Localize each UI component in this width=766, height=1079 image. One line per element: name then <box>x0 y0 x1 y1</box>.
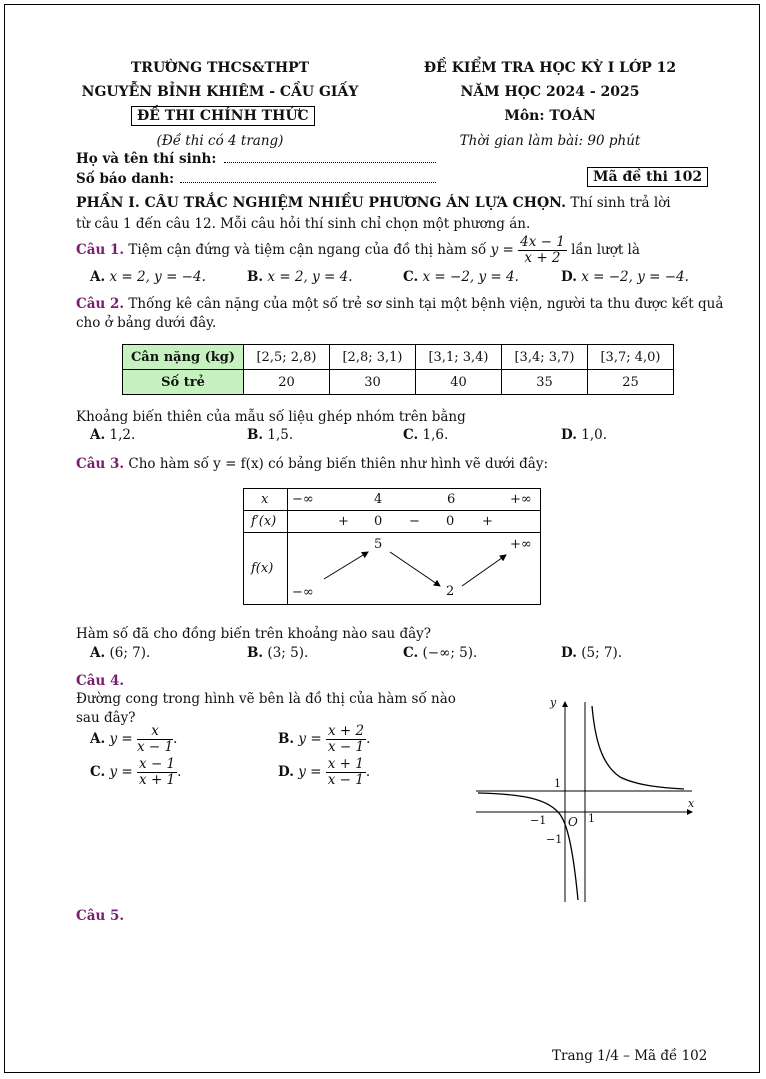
q4-text-a: Đường cong trong hình vẽ bên là đồ thị của hàm số nào <box>76 691 456 707</box>
bbt-f-val: +∞ <box>510 537 532 552</box>
bbt-sign: + <box>482 514 493 529</box>
class-cell: [3,7; 4,0) <box>588 345 674 370</box>
part1-title: PHẦN I. CÂU TRẮC NGHIỆM NHIỀU PHƯƠNG ÁN LỰA CHỌN. <box>76 195 566 211</box>
variation-table <box>243 488 541 605</box>
q4-text-b: sau đây? <box>76 710 136 726</box>
q1-den: x + 2 <box>524 250 561 266</box>
bbt-sign: + <box>338 514 349 529</box>
q3-question: Hàm số đã cho đồng biến trên khoảng nào sau đây? <box>76 626 432 642</box>
class-cell: [3,4; 3,7) <box>502 345 588 370</box>
school-year: NĂM HỌC 2024 - 2025 <box>460 84 640 100</box>
official-badge: ĐỀ THI CHÍNH THỨC <box>131 106 315 126</box>
class-cell: [2,5; 2,8) <box>244 345 330 370</box>
table-row <box>123 345 674 370</box>
part1-heading <box>76 195 671 211</box>
id-line <box>180 172 436 183</box>
name-line <box>224 152 436 163</box>
q1-option-c[interactable]: C. x = −2, y = 4. <box>403 269 519 285</box>
q2-question: Khoảng biến thiên của mẫu số liệu ghép nhóm trên bằng <box>76 409 466 425</box>
q1-fraction <box>518 235 567 266</box>
graph-neg-one-x: −1 <box>530 814 547 827</box>
q2-label: Câu 2. <box>76 296 125 312</box>
weight-table <box>122 344 674 395</box>
count-cell: 30 <box>330 370 416 395</box>
bbt-arrows <box>244 489 542 606</box>
bbt-x-val: +∞ <box>510 492 532 507</box>
part1-intro-b: từ câu 1 đến câu 12. Mỗi câu hỏi thí sinh chỉ chọn một phương án. <box>76 216 531 232</box>
bbt-fp-label: f′(x) <box>251 514 277 529</box>
school-line-1: TRƯỜNG THCS&THPT <box>130 60 310 76</box>
q3-option-a[interactable]: A. (6; 7). <box>90 645 151 661</box>
table-row <box>123 370 674 395</box>
q1-option-d[interactable]: D. x = −2, y = −4. <box>561 269 689 285</box>
graph-neg-one-y: −1 <box>546 833 563 846</box>
q3-option-b[interactable]: B. (3; 5). <box>247 645 309 661</box>
count-cell: 20 <box>244 370 330 395</box>
q4-option-c[interactable]: C. y = $\frac{x - 1}{x + 1}$ . <box>90 756 182 788</box>
bbt-f-label: f(x) <box>251 561 274 576</box>
count-cell: 35 <box>502 370 588 395</box>
q3-option-c[interactable]: C. (−∞; 5). <box>403 645 478 661</box>
q1-text: Tiệm cận đứng và tiệm cận ngang của đồ thị hàm số <box>128 242 487 258</box>
q3-option-d[interactable]: D. (5; 7). <box>561 645 623 661</box>
row1-head: Cân nặng (kg) <box>123 345 244 370</box>
q1-option-b[interactable]: B. x = 2, y = 4. <box>247 269 353 285</box>
q5-label: Câu 5. <box>76 908 125 924</box>
bbt-x-label: x <box>261 492 269 507</box>
id-label: Số báo danh: <box>76 171 175 187</box>
part1-intro-a: Thí sinh trả lời <box>570 195 671 211</box>
q1-stem <box>76 234 640 266</box>
bbt-x-val: 4 <box>374 492 383 507</box>
q1-tail: lần lượt là <box>571 242 640 258</box>
school-line-2: NGUYỄN BỈNH KHIÊM - CẦU GIẤY <box>81 84 359 100</box>
q2-option-d[interactable]: D. 1,0. <box>561 427 607 443</box>
exam-code: Mã đề thi 102 <box>587 167 708 187</box>
q1-option-a[interactable]: A. x = 2, y = −4. <box>90 269 206 285</box>
subject: Môn: TOÁN <box>504 108 596 124</box>
pages-note: (Đề thi có 4 trang) <box>156 133 284 149</box>
bbt-f-val: −∞ <box>292 585 314 600</box>
bbt-f-val: 2 <box>446 584 455 599</box>
exam-title: ĐỀ KIỂM TRA HỌC KỲ I LỚP 12 <box>423 60 677 76</box>
count-cell: 40 <box>416 370 502 395</box>
bbt-sign: 0 <box>446 514 455 529</box>
q1-num: 4x − 1 <box>520 234 565 250</box>
q4-graph <box>470 690 700 905</box>
q2-option-a[interactable]: A. 1,2. <box>90 427 136 443</box>
q1-label: Câu 1. <box>76 242 125 258</box>
graph-one-x: 1 <box>588 812 595 825</box>
q3-stem <box>76 456 548 472</box>
q1-y: y = <box>490 242 514 258</box>
bbt-sign: 0 <box>374 514 383 529</box>
q2-option-b[interactable]: B. 1,5. <box>247 427 294 443</box>
q2-text-a: Thống kê cân nặng của một số trẻ sơ sinh tại một bệnh viện, người ta thu được kết quả <box>128 296 724 312</box>
q4-option-b[interactable]: B. y = $\frac{x + 2}{x - 1}$ . <box>278 723 371 755</box>
bbt-x-val: −∞ <box>292 492 314 507</box>
bbt-x-val: 6 <box>447 492 456 507</box>
name-label: Họ và tên thí sinh: <box>76 151 217 167</box>
q4-option-a[interactable]: A. y = $\frac{x}{x - 1}$ . <box>90 723 178 755</box>
bbt-sign: − <box>409 514 420 529</box>
class-cell: [2,8; 3,1) <box>330 345 416 370</box>
q3-label: Câu 3. <box>76 456 125 472</box>
exam-time: Thời gian làm bài: 90 phút <box>459 133 641 149</box>
bbt-f-val: 5 <box>374 537 383 552</box>
class-cell: [3,1; 3,4) <box>416 345 502 370</box>
q2-option-c[interactable]: C. 1,6. <box>403 427 449 443</box>
q2-stem-b: cho ở bảng dưới đây. <box>76 315 217 331</box>
count-cell: 25 <box>588 370 674 395</box>
q4-option-d[interactable]: D. y = $\frac{x + 1}{x - 1}$ . <box>278 756 371 788</box>
graph-origin: O <box>568 815 578 829</box>
graph-y-label: y <box>550 696 557 709</box>
q3-text: Cho hàm số y = f(x) có bảng biến thiên như hình vẽ dưới đây: <box>128 456 548 472</box>
q4-label: Câu 4. <box>76 673 125 689</box>
page-footer: Trang 1/4 – Mã đề 102 <box>552 1048 708 1064</box>
row2-head: Số trẻ <box>123 370 244 395</box>
q2-stem-a <box>76 296 723 312</box>
graph-x-label: x <box>688 797 695 810</box>
graph-one-y: 1 <box>554 777 561 790</box>
